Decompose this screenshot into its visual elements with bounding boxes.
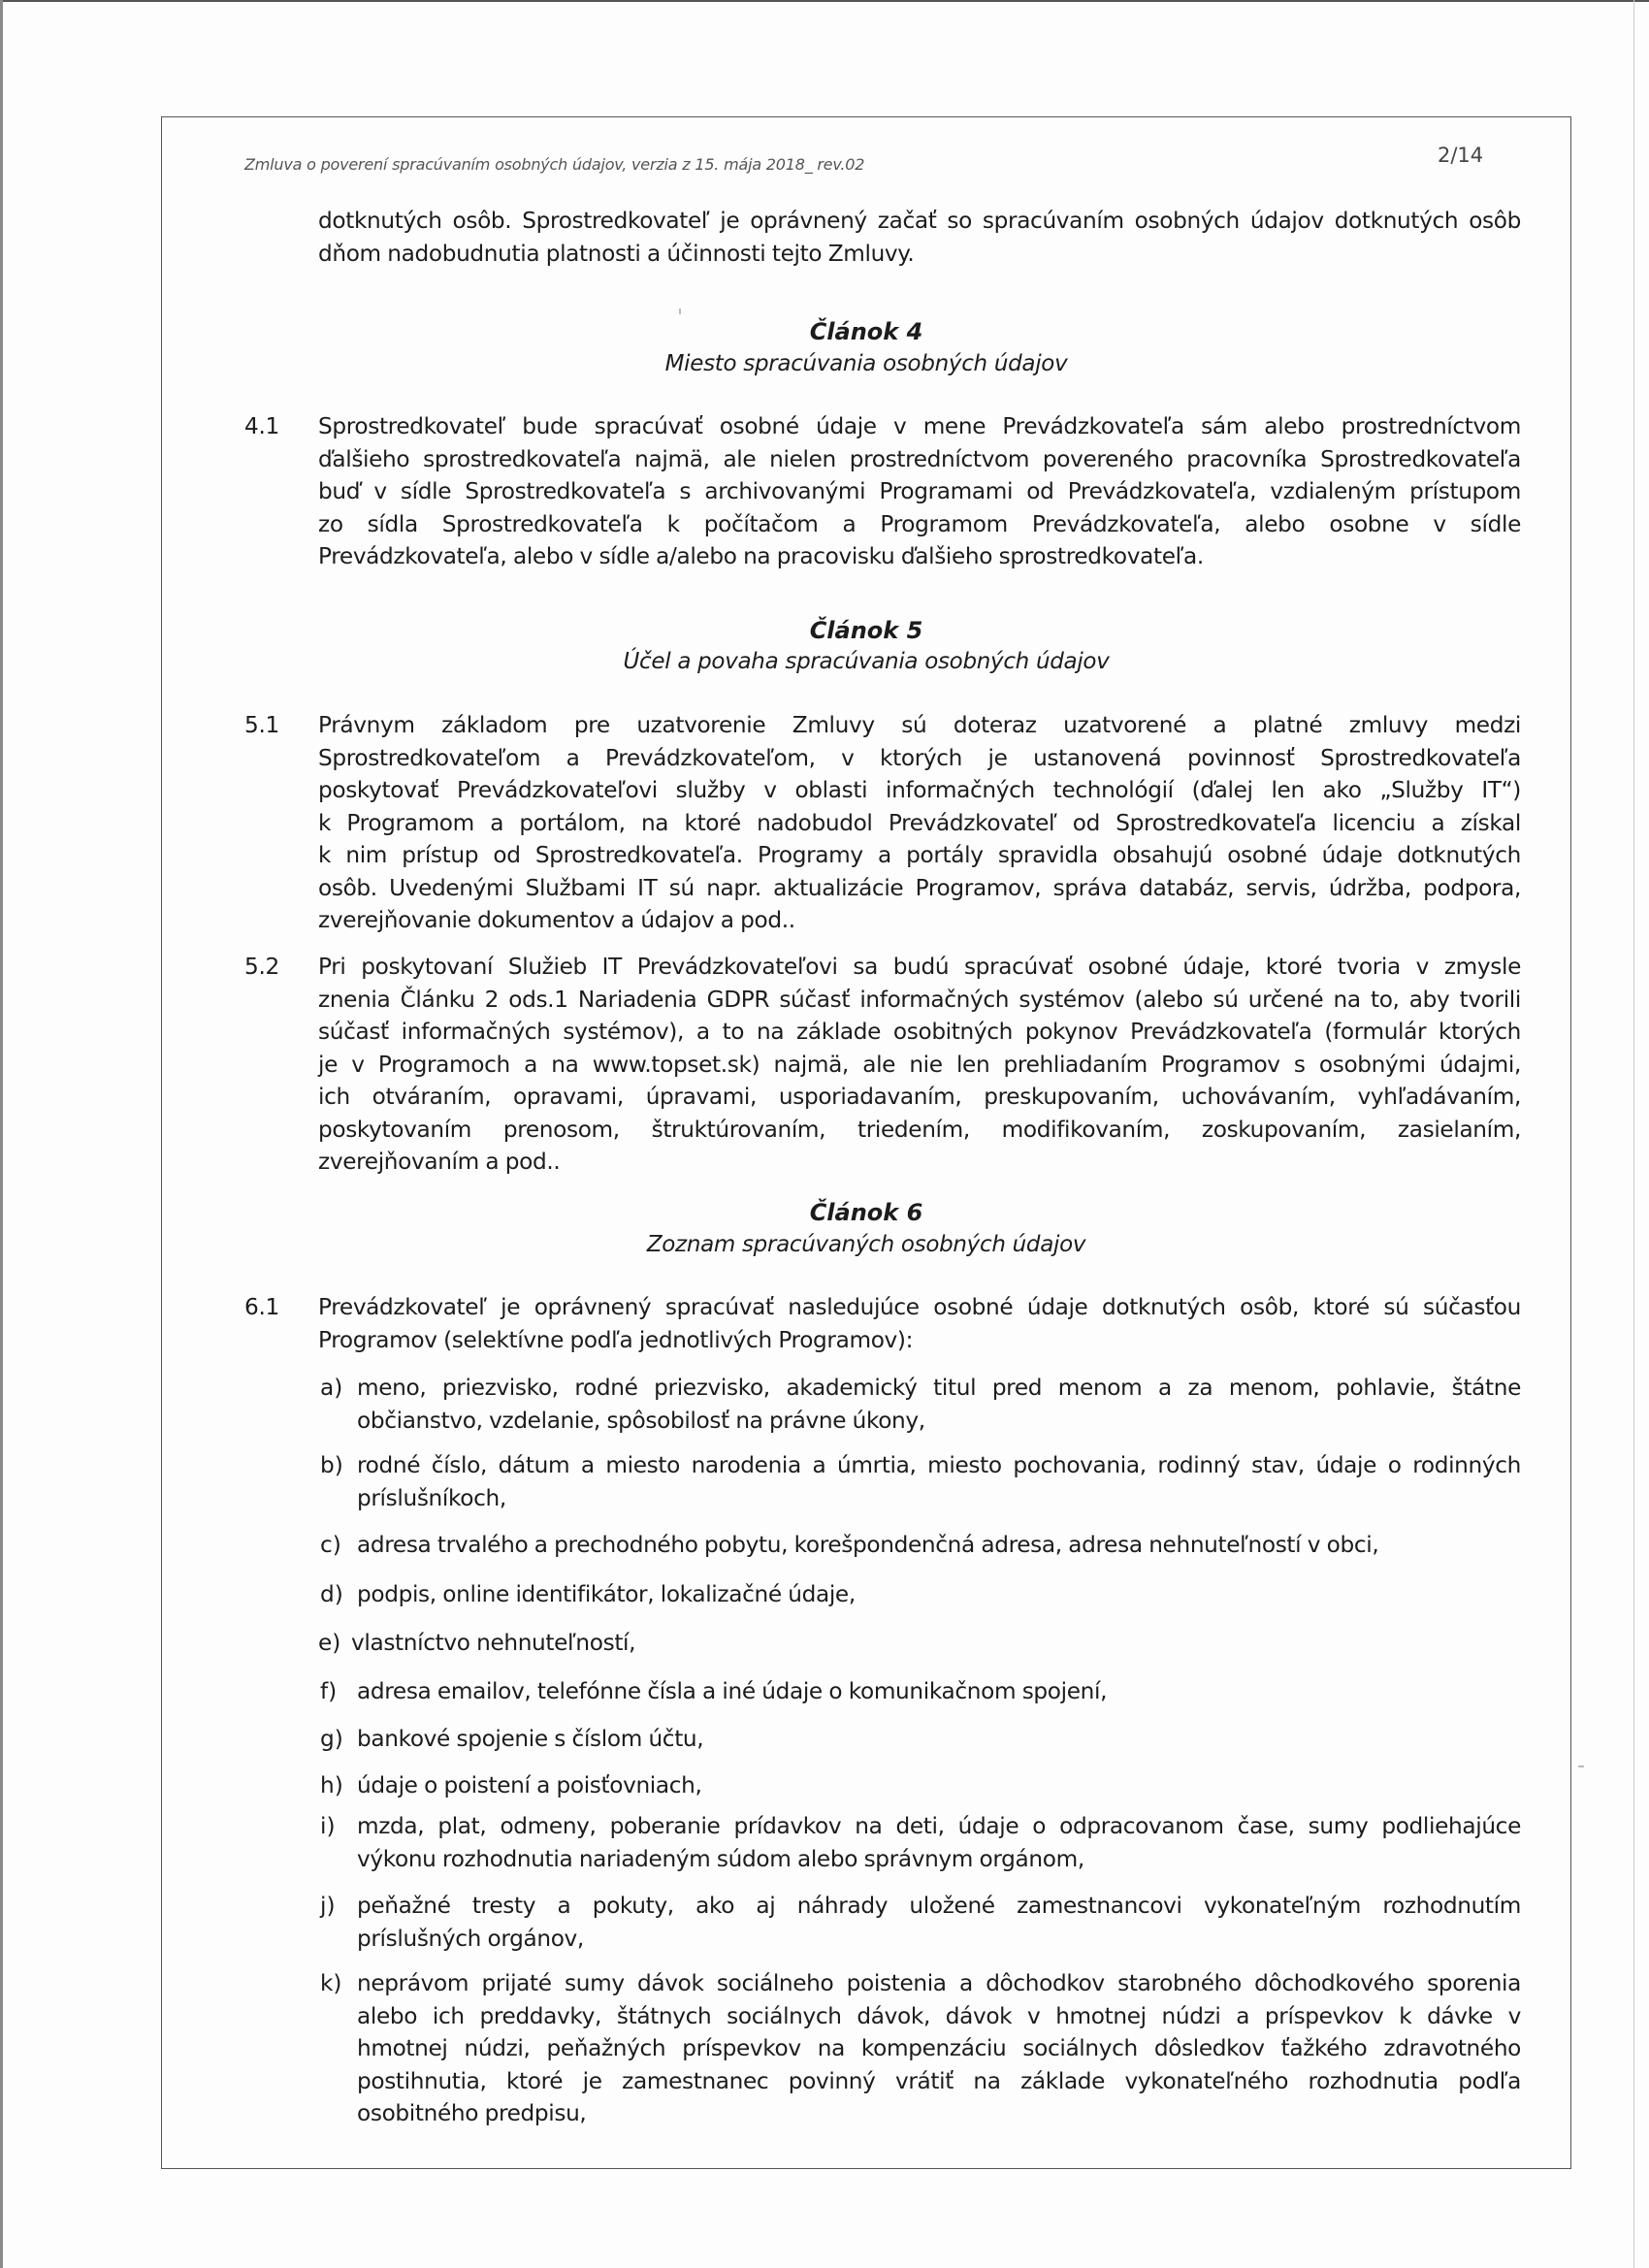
text-line: Právnym základom pre uzatvorenie Zmluvy sú doteraz uzatvorené a platné zmluvy medzi bbox=[318, 712, 1521, 738]
article-5-title: Článok 5 bbox=[809, 617, 923, 644]
text-line: dňom nadobudnutia platnosti a účinnosti tejto Zmluvy. bbox=[318, 240, 915, 267]
list-item-letter: i) bbox=[320, 1813, 336, 1839]
text-line: zverejňovaním a pod.. bbox=[318, 1149, 561, 1175]
clause-5-2-text bbox=[318, 951, 1521, 1179]
text-line: bankové spojenie s číslom účtu, bbox=[357, 1726, 704, 1752]
text-line: vlastníctvo nehnuteľností, bbox=[351, 1630, 636, 1656]
text-line: zo sídla Sprostredkovateľa k počítačom a Programom Prevádzkovateľa, alebo osobne v sídle bbox=[318, 510, 1521, 537]
text-line: podpis, online identifikátor, lokalizačné údaje, bbox=[357, 1581, 856, 1607]
list-item bbox=[351, 1627, 1515, 1660]
text-line: ďalšieho sprostredkovateľa najmä, ale nielen prostredníctvom povereného pracovníka Sprostredkovateľa bbox=[318, 445, 1521, 472]
text-line: adresa emailov, telefónne čísla a iné údaje o komunikačnom spojení, bbox=[357, 1678, 1108, 1704]
clause-number: 5.1 bbox=[244, 712, 279, 738]
clause-4-1-text bbox=[318, 410, 1521, 573]
list-item bbox=[357, 1529, 1521, 1562]
list-item-letter: f) bbox=[320, 1678, 338, 1704]
text-line: buď v sídle Sprostredkovateľa s archivovanými Programami od Prevádzkovateľa, vzdialeným prístupom bbox=[318, 478, 1521, 504]
list-item bbox=[357, 1578, 1521, 1611]
text-line: občianstvo, vzdelanie, spôsobilosť na právne úkony, bbox=[357, 1407, 925, 1434]
text-line: poskytovať Prevádzkovateľovi služby v oblasti informačných technológií (ďalej len ako „Služby IT“) bbox=[318, 777, 1521, 803]
text-line: príslušných orgánov, bbox=[357, 1925, 584, 1952]
text-line: poskytovaním prenosom, štruktúrovaním, triedením, modifikovaním, zoskupovaním, zasielaním, bbox=[318, 1116, 1521, 1143]
list-item-letter: k) bbox=[320, 1970, 342, 1996]
list-item-letter: j) bbox=[320, 1893, 336, 1919]
list-item bbox=[357, 1449, 1521, 1514]
list-item bbox=[357, 1890, 1521, 1955]
text-line: znenia Článku 2 ods.1 Nariadenia GDPR súčasť informačných systémov (alebo sú určené na to, aby tvorili bbox=[318, 986, 1521, 1013]
text-line: meno, priezvisko, rodné priezvisko, akademický titul pred menom a za menom, pohlavie, štátne bbox=[357, 1375, 1521, 1401]
text-line: postihnutia, ktoré je zamestnanec povinný vrátiť na základe vykonateľného rozhodnutia podľa bbox=[357, 2067, 1521, 2094]
list-item-letter: a) bbox=[320, 1375, 343, 1401]
list-item bbox=[357, 1675, 1521, 1708]
text-line: dotknutých osôb. Sprostredkovateľ je oprávnený začať so spracúvaním osobných údajov dotknutých osôb bbox=[318, 208, 1521, 234]
article-5-subtitle: Účel a povaha spracúvania osobných údajov bbox=[623, 649, 1110, 674]
scan-edge-top bbox=[0, 0, 1649, 2]
article-4-subtitle: Miesto spracúvania osobných údajov bbox=[664, 351, 1068, 376]
text-line: k Programom a portálom, na ktoré nadobudol Prevádzkovateľ od Sprostredkovateľa licenciu a získal bbox=[318, 809, 1521, 836]
text-line: Programov (selektívne podľa jednotlivých Programov): bbox=[318, 1326, 914, 1353]
list-item bbox=[357, 1769, 1521, 1802]
article-6-subtitle: Zoznam spracúvaných osobných údajov bbox=[646, 1232, 1086, 1257]
clause-6-1-text bbox=[318, 1291, 1521, 1356]
list-item-letter: c) bbox=[320, 1532, 341, 1558]
list-item bbox=[357, 1810, 1521, 1875]
clause-5-1-text bbox=[318, 709, 1521, 937]
text-line: osôb. Uvedenými Službami IT sú napr. aktualizácie Programov, správa databáz, servis, údržba, podpora, bbox=[318, 874, 1521, 901]
text-line: ich otváraním, opravami, úpravami, usporiadavaním, preskupovaním, uchovávaním, vyhľadávaním, bbox=[318, 1084, 1521, 1110]
article-4-title: Článok 4 bbox=[809, 318, 923, 345]
text-line: Sprostredkovateľom a Prevádzkovateľom, v ktorých je ustanovená povinnosť Sprostredkovateľa bbox=[318, 744, 1521, 771]
list-item bbox=[357, 1967, 1521, 2130]
text-line: peňažné tresty a pokuty, ako aj náhrady uložené zamestnancovi vykonateľným rozhodnutím bbox=[357, 1893, 1521, 1919]
list-item-letter: b) bbox=[320, 1452, 343, 1478]
clause-number: 6.1 bbox=[244, 1294, 279, 1320]
scan-speck bbox=[1578, 1766, 1584, 1767]
list-item bbox=[357, 1372, 1521, 1437]
clause-number: 5.2 bbox=[244, 954, 279, 980]
page-number: 2/14 bbox=[1438, 144, 1484, 167]
text-line: Pri poskytovaní Služieb IT Prevádzkovateľovi sa budú spracúvať osobné údaje, ktoré tvoria v zmysle bbox=[318, 954, 1521, 980]
text-line: súčasť informačných systémov), a to na základe osobitných pokynov Prevádzkovateľa (formulár ktorých bbox=[318, 1019, 1521, 1045]
text-line: hmotnej núdzi, peňažných príspevkov na kompenzáciu sociálnych dôsledkov ťažkého zdravotného bbox=[357, 2035, 1521, 2061]
text-line: neprávom prijaté sumy dávok sociálneho poistenia a dôchodkov starobného dôchodkového sporenia bbox=[357, 1970, 1521, 1996]
list-item-letter: h) bbox=[320, 1772, 343, 1798]
text-line: výkonu rozhodnutia nariadeným súdom alebo správnym orgánom, bbox=[357, 1845, 1084, 1872]
intro-paragraph bbox=[318, 205, 1521, 270]
text-line: adresa trvalého a prechodného pobytu, korešpondenčná adresa, adresa nehnuteľností v obci, bbox=[357, 1532, 1379, 1558]
scan-edge-left bbox=[0, 0, 3, 2268]
text-line: osobitného predpisu, bbox=[357, 2100, 587, 2126]
list-item-letter: e) bbox=[318, 1630, 341, 1656]
scan-speck bbox=[679, 308, 681, 314]
text-line: údaje o poistení a poisťovniach, bbox=[357, 1772, 702, 1798]
text-line: mzda, plat, odmeny, poberanie prídavkov na deti, údaje o odpracovanom čase, sumy podliehajúce bbox=[357, 1813, 1521, 1839]
text-line: k nim prístup od Sprostredkovateľa. Programy a portály spravidla obsahujú osobné údaje dotknutých bbox=[318, 842, 1521, 868]
text-line: alebo ich preddavky, štátnych sociálnych dávok, dávok v hmotnej núdzi a príspevkov k dávke v bbox=[357, 2002, 1521, 2029]
text-line: Prevádzkovateľa, alebo v sídle a/alebo na pracovisku ďalšieho sprostredkovateľa. bbox=[318, 543, 1204, 569]
document-header-title: Zmluva o poverení spracúvaním osobných údajov, verzia z 15. mája 2018_ rev.02 bbox=[244, 155, 865, 174]
text-line: je v Programoch a na www.topset.sk) najmä, ale nie len prehliadaním Programov s osobnými údajmi, bbox=[318, 1051, 1521, 1078]
list-item-letter: g) bbox=[320, 1726, 343, 1752]
scan-edge-right bbox=[1633, 0, 1634, 2268]
text-line: príslušníkoch, bbox=[357, 1484, 506, 1511]
text-line: Prevádzkovateľ je oprávnený spracúvať nasledujúce osobné údaje dotknutých osôb, ktoré sú súčasťou bbox=[318, 1294, 1521, 1320]
text-line: zverejňovanie dokumentov a údajov a pod.. bbox=[318, 907, 795, 933]
clause-number: 4.1 bbox=[244, 413, 279, 439]
list-item bbox=[357, 1723, 1521, 1756]
text-line: rodné číslo, dátum a miesto narodenia a úmrtia, miesto pochovania, rodinný stav, údaje o rodinných bbox=[357, 1452, 1521, 1478]
text-line: Sprostredkovateľ bude spracúvať osobné údaje v mene Prevádzkovateľa sám alebo prostredníctvom bbox=[318, 413, 1521, 439]
article-6-title: Článok 6 bbox=[809, 1199, 923, 1226]
list-item-letter: d) bbox=[320, 1581, 343, 1607]
